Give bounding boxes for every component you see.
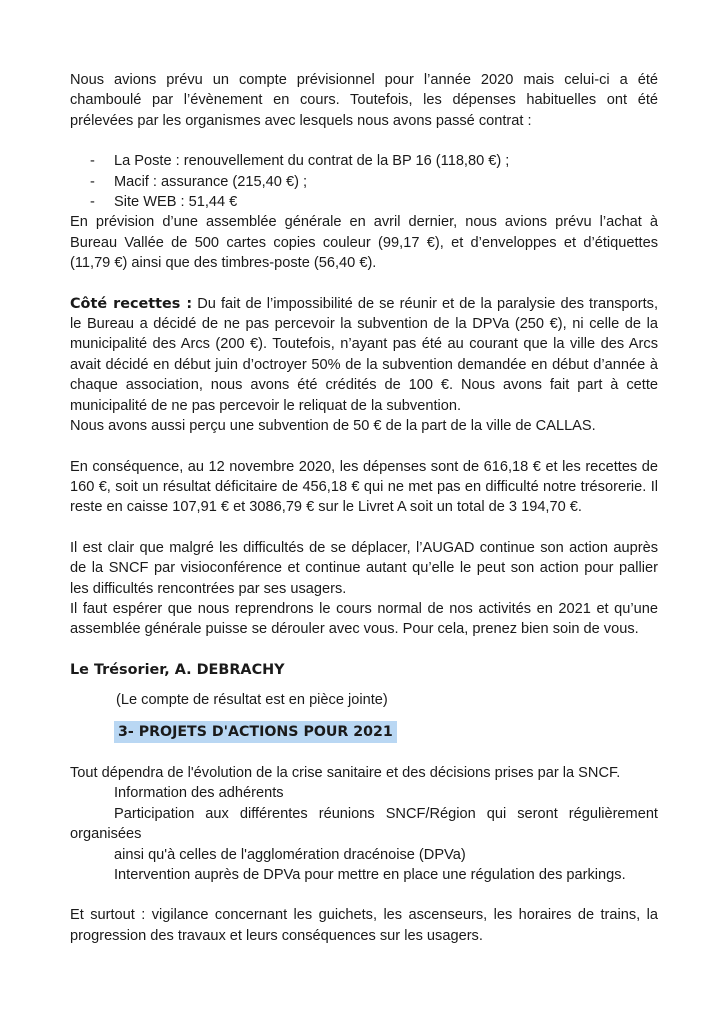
augad-paragraph: Il est clair que malgré les difficultés de se déplacer, l’AUGAD continue son action auprès de la SNCF par visioconférence et continue autant qu’elle le peut son action pour pallier les difficultés rencontrées par ses usagers.	[70, 539, 658, 597]
project-info: Information des adhérents	[114, 785, 284, 802]
dash-marker: -	[90, 153, 95, 170]
closing-paragraph: Et surtout : vigilance concernant les guichets, les ascenseurs, les horaires de trains, la progression des travaux et leurs conséquences sur les usagers.	[70, 907, 658, 944]
projects-intro: Tout dépendra de l'évolution de la crise sanitaire et des décisions prises par la SNCF.	[70, 764, 621, 781]
intro-paragraph: Nous avions prévu un compte prévisionnel pour l’année 2020 mais celui-ci a été chamboulé par l’évènement en cours. Toutefois, les dépenses habituelles ont été prélevées par les organismes avec lesquels nous avons passé contrat :	[70, 72, 658, 129]
project-meetings: Participation aux différentes réunions SNCF/Région qui seront régulièrement organisées	[70, 805, 658, 843]
expense-text: La Poste : renouvellement du contrat de la BP 16 (118,80 €) ;	[114, 153, 510, 170]
recettes-paragraph	[70, 294, 658, 416]
expense-item-macif	[70, 172, 658, 192]
expense-text: Site WEB : 51,44 €	[114, 194, 238, 211]
callas-paragraph: Nous avons aussi perçu une subvention de 50 € de la part de la ville de CALLAS.	[70, 418, 596, 435]
expense-item-laposte	[70, 151, 658, 171]
recettes-heading: Côté recettes :	[70, 295, 193, 312]
section-heading-row	[70, 721, 658, 743]
consequence-paragraph: En conséquence, au 12 novembre 2020, les dépenses sont de 616,18 € et les recettes de 160 €, soit un résultat déficitaire de 456,18 € qui ne met pas en difficulté notre trésorerie. Il reste en caisse 107,91 € et 3086,79 € sur le Livret A soit un total de 3 194,70 €.	[70, 458, 658, 516]
expense-item-site-web	[70, 192, 658, 212]
signature: Le Trésorier, A. DEBRACHY	[70, 661, 285, 678]
expense-list	[70, 151, 658, 212]
provision-paragraph: En prévision d’une assemblée générale en avril dernier, nous avions prévu l’achat à Bureau Vallée de 500 cartes copies couleur (99,17 €), et d’enveloppes et d’étiquettes (11,79 €) ainsi que des timbres-poste (56,40 €).	[70, 214, 658, 272]
document-page	[70, 70, 658, 946]
section-title: 3- PROJETS D'ACTIONS POUR 2021	[114, 721, 397, 743]
project-agglo: ainsi qu'à celles de l'agglomération dracénoise (DPVa)	[114, 846, 466, 863]
expense-text: Macif : assurance (215,40 €) ;	[114, 173, 308, 190]
attachment-note: (Le compte de résultat est en pièce jointe)	[116, 692, 388, 709]
dash-marker: -	[90, 173, 95, 190]
recettes-text: Du fait de l’impossibilité de se réunir et de la paralysie des transports, le Bureau a décidé de ne pas percevoir la subvention de la DPVa (250 €), ni celle de la municipalité des Arcs (200 €). Toutefois, n’ayant pas été au courant que la ville des Arcs avait décidé en début juin d’octroyer 50% de la subvention demandée en début d’année à chaque association, nous avons été crédités de 100 €. Nous avons fait part à cette municipalité de ne pas percevoir le reliquat de la subvention.	[70, 295, 659, 414]
dash-marker: -	[90, 194, 95, 211]
project-parking: Intervention auprès de DPVa pour mettre en place une régulation des parkings.	[114, 867, 626, 883]
hope-paragraph: Il faut espérer que nous reprendrons le cours normal de nos activités en 2021 et qu’une assemblée générale puisse se dérouler avec vous. Pour cela, prenez bien soin de vous.	[70, 600, 658, 638]
